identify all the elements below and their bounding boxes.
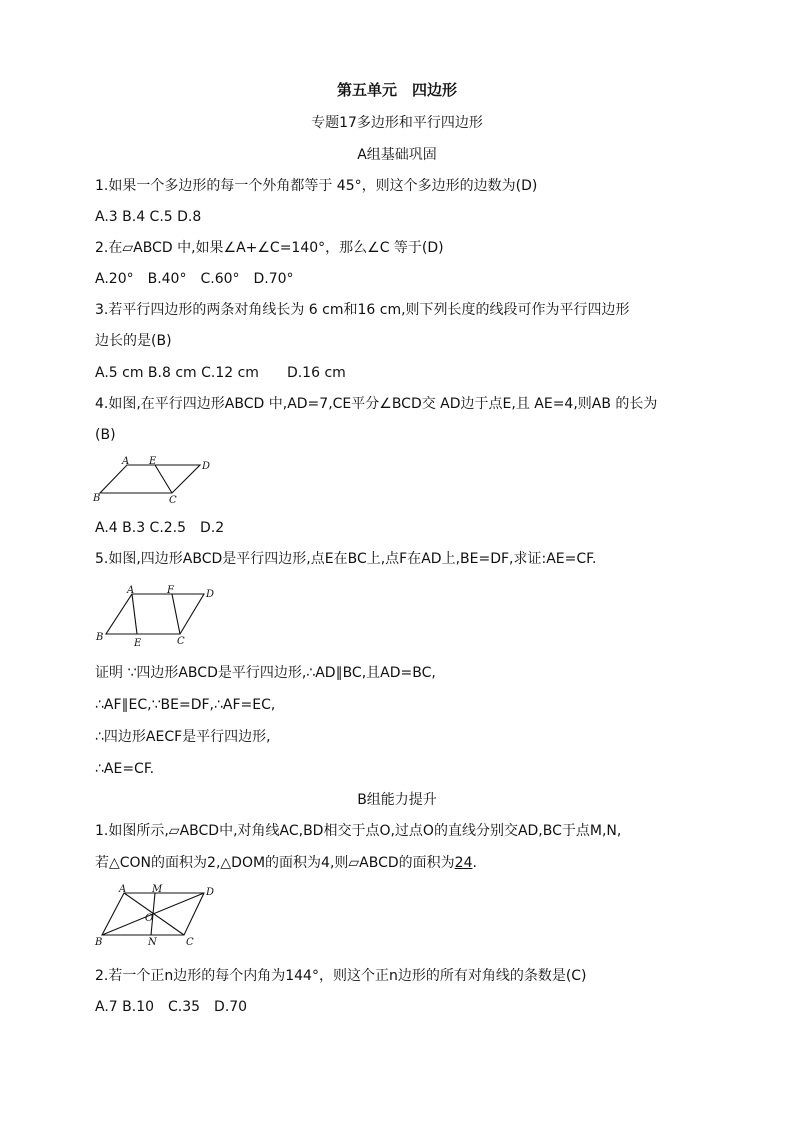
label-d: D	[206, 589, 215, 600]
segment-ae	[132, 594, 137, 634]
label-a: A	[127, 585, 135, 596]
question-3-line-1: 3.若平行四边形的两条对角线长为 6 cm和16 cm,则下列长度的线段可作为平行四边形	[95, 302, 630, 318]
label-d: D	[202, 461, 211, 472]
b-question-1-line-1: 1.如图所示,▱ABCD中,对角线AC,BD相交于点O,过点O的直线分别交AD,BC于点M,N,	[95, 823, 622, 839]
question-3-line-2: 边长的是(B)	[95, 333, 172, 349]
label-a: A	[119, 884, 127, 895]
label-c: C	[169, 495, 177, 506]
question-2: 2.在▱ABCD 中,如果∠A+∠C=140°，那么∠C 等于(D)	[95, 240, 444, 256]
label-a: A	[122, 456, 130, 467]
label-n: N	[148, 937, 157, 948]
b-question-1-text: 若△CON的面积为2,△DOM的面积为4,则▱ABCD的面积为	[95, 855, 455, 871]
question-4-line-1: 4.如图,在平行四边形ABCD 中,AD=7,CE平分∠BCD交 AD边于点E,且 AE=4,则AB 的长为	[95, 396, 658, 412]
label-b: B	[95, 937, 103, 948]
unit-title: 第五单元 四边形	[336, 81, 457, 99]
proof-line-1: 证明 ∵四边形ABCD是平行四边形,∴AD∥BC,且AD=BC,	[95, 665, 436, 681]
question-1: 1.如果一个多边形的每一个外角都等于 45°，则这个多边形的边数为(D)	[95, 178, 538, 194]
question-4-line-2: (B)	[95, 427, 116, 443]
proof-line-3: ∴四边形AECF是平行四边形,	[95, 729, 271, 745]
parallelogram-abcd-shape	[100, 465, 200, 493]
question-5: 5.如图,四边形ABCD是平行四边形,点E在BC上,点F在AD上,BE=DF,求证:AE=CF.	[95, 551, 597, 567]
b-question-1-period: .	[472, 855, 477, 871]
segment-fc	[172, 594, 180, 634]
label-m: M	[152, 884, 163, 895]
group-b-title: B组能力提升	[357, 792, 437, 808]
b-question-2-options: A.7 B.10 C.35 D.70	[95, 999, 248, 1015]
question-4-options: A.4 B.3 C.2.5 D.2	[95, 520, 225, 536]
b-question-1-answer: 24	[454, 855, 473, 871]
label-d: D	[206, 887, 215, 898]
label-e: E	[134, 638, 142, 649]
proof-line-4: ∴AE=CF.	[95, 761, 155, 777]
figure-parallelogram-mn	[92, 883, 222, 953]
figure-parallelogram-aecf	[92, 582, 222, 650]
question-2-options: A.20° B.40° C.60° D.70°	[95, 271, 294, 287]
label-c: C	[186, 937, 194, 948]
label-b: B	[93, 493, 101, 504]
proof-line-2: ∴AF∥EC,∵BE=DF,∴AF=EC,	[95, 697, 276, 713]
b-question-1-line-2	[95, 853, 477, 873]
label-e: E	[149, 456, 157, 467]
topic-title: 专题17多边形和平行四边形	[311, 115, 483, 131]
label-b: B	[96, 632, 104, 643]
label-o: O	[145, 913, 154, 924]
label-c: C	[177, 636, 185, 647]
question-3-options: A.5 cm B.8 cm C.12 cm D.16 cm	[95, 365, 346, 381]
segment-ce	[155, 465, 172, 493]
b-question-2: 2.若一个正n边形的每个内角为144°，则这个正n边形的所有对角线的条数是(C)	[95, 968, 587, 984]
figure-parallelogram-aecd	[92, 455, 212, 510]
parallelogram-abcd-shape	[106, 594, 204, 634]
label-f: F	[167, 585, 174, 596]
group-a-title: A组基础巩固	[357, 147, 437, 163]
question-1-options: A.3 B.4 C.5 D.8	[95, 209, 202, 225]
